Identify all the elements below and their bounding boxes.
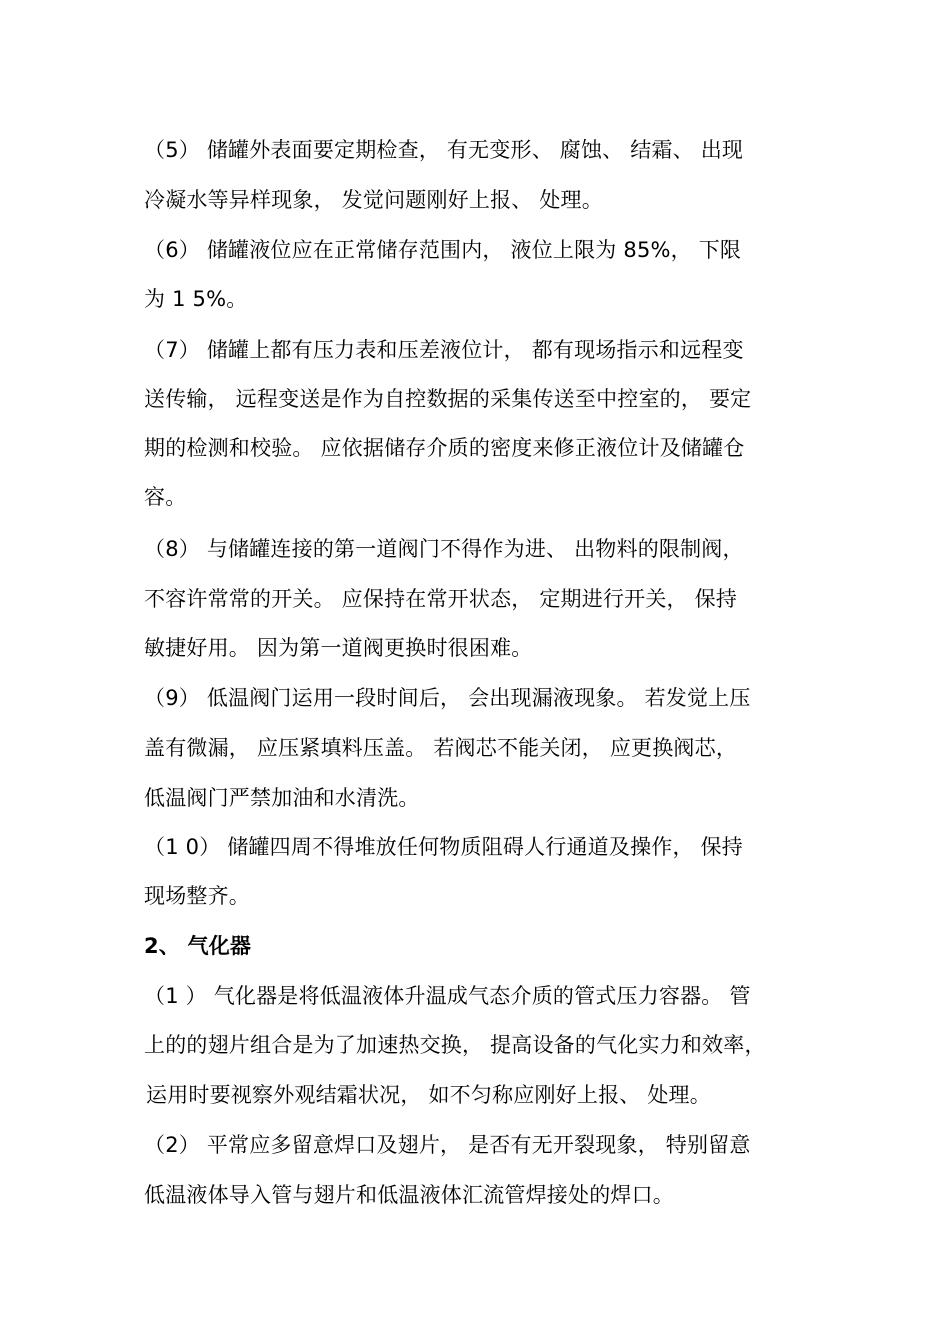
- text-line: 现场整齐。: [144, 884, 250, 908]
- text-line: 上的的翅片组合是为了加速热交换， 提高设备的气化实力和效率，: [144, 1033, 766, 1057]
- text-line: 送传输， 远程变送是作为自控数据的采集传送至中控室的， 要定: [144, 387, 752, 411]
- text-line: 容。: [144, 485, 187, 509]
- text-line: 冷凝水等异样现象， 发觉问题刚好上报、 处理。: [144, 188, 603, 212]
- text-line: （2） 平常应多留意焊口及翅片， 是否有无开裂现象， 特别留意: [144, 1133, 751, 1157]
- section-heading: 2、 气化器: [144, 934, 252, 958]
- text-line: （6） 储罐液位应在正常储存范围内， 液位上限为 85%， 下限: [144, 238, 742, 262]
- text-line: 期的检测和校验。 应依据储存介质的密度来修正液位计及储罐仓: [144, 436, 745, 460]
- text-line: 低温阀门严禁加油和水清洗。: [144, 786, 420, 810]
- text-line: 为 1 5%。: [144, 287, 248, 311]
- text-line: （9） 低温阀门运用一段时间后， 会出现漏液现象。 若发觉上压: [144, 686, 751, 710]
- text-line: （5） 储罐外表面要定期检查， 有无变形、 腐蚀、 结霜、 出现: [144, 138, 744, 162]
- text-line: 盖有微漏， 应压紧填料压盖。 若阀芯不能关闭， 应更换阀芯，: [144, 736, 738, 760]
- text-line: （1 0） 储罐四周不得堆放任何物质阻碍人行通道及操作， 保持: [144, 835, 743, 859]
- text-line: （8） 与储罐连接的第一道阀门不得作为进、 出物料的限制阀，: [144, 537, 744, 561]
- text-line: 低温液体导入管与翅片和低温液体汇流管焊接处的焊口。: [144, 1183, 674, 1207]
- text-line: 不容许常常的开关。 应保持在常开状态， 定期进行开关， 保持: [144, 587, 738, 611]
- text-line: （7） 储罐上都有压力表和压差液位计， 都有现场指示和远程变: [144, 338, 744, 362]
- text-line: 运用时要视察外观结霜状况， 如不匀称应刚好上报、 处理。: [146, 1083, 711, 1107]
- text-line: （1 ） 气化器是将低温液体升温成气态介质的管式压力容器。 管: [144, 984, 751, 1008]
- text-line: 敏捷好用。 因为第一道阀更换时很困难。: [144, 636, 533, 660]
